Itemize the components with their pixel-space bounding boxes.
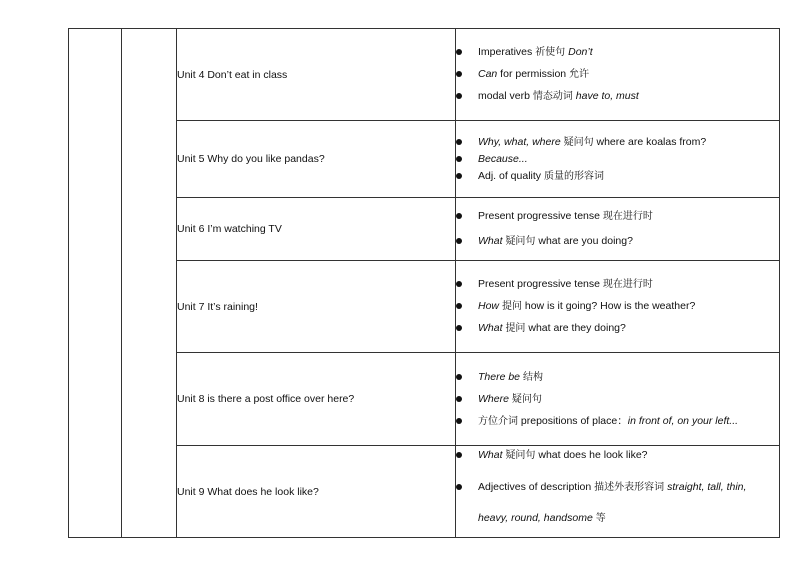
point-text: 疑问句 [563, 136, 594, 148]
point-text: what are they doing? [525, 322, 626, 334]
point-text: 提问 [505, 323, 526, 334]
grammar-point [456, 90, 779, 103]
bullet-icon [456, 325, 462, 331]
point-text: Adjectives of description [478, 481, 595, 493]
point-text: What [478, 449, 503, 461]
bullet-icon [456, 303, 462, 309]
point-text: Imperatives [478, 46, 536, 58]
point-text: Why, what, where [478, 135, 561, 148]
grammar-point [456, 371, 779, 384]
point-text: 情态动词 [532, 91, 573, 102]
grammar-points-cell [456, 198, 780, 261]
unit-title: Unit 8 is there a post office over here? [177, 353, 456, 446]
bullet-icon [456, 238, 462, 244]
grammar-point [456, 393, 779, 406]
grammar-point [456, 68, 779, 81]
bullet-icon [456, 281, 462, 287]
point-text: have to, must [572, 90, 639, 102]
bullet-icon [456, 452, 462, 458]
point-text: Adj. of quality [478, 169, 544, 182]
unit-title: Unit 4 Don’t eat in class [177, 29, 456, 121]
point-text: what are you doing? [535, 235, 633, 247]
grammar-point [456, 153, 779, 166]
point-text: 疑问句 [505, 236, 536, 247]
grammar-point [456, 449, 779, 462]
table-row [69, 29, 780, 121]
grammar-point [456, 170, 779, 183]
blank-column-1 [69, 29, 122, 538]
bullet-icon [456, 156, 462, 162]
point-text: 现在进行时 [602, 211, 653, 222]
point-text: Where [478, 392, 509, 405]
grammar-points-cell [456, 353, 780, 446]
point-text: what does he look like? [535, 449, 648, 461]
grammar-points-cell [456, 261, 780, 353]
point-text: 疑问句 [505, 450, 536, 461]
point-text: What [478, 322, 503, 334]
grammar-points-cell [456, 121, 780, 198]
bullet-icon [456, 173, 462, 179]
point-text: There be [478, 370, 521, 383]
grammar-points-cell [456, 446, 780, 538]
point-text: 质量的形容词 [543, 170, 604, 182]
point-text: Because... [478, 152, 528, 165]
grammar-point [456, 322, 779, 335]
bullet-icon [456, 213, 462, 219]
grammar-point [456, 46, 779, 59]
point-text: 祈使句 [535, 47, 566, 58]
point-text: for permission [497, 68, 570, 80]
grammar-point [456, 415, 779, 428]
grammar-point [456, 278, 779, 291]
point-text: straight, tall, thin, heavy, round, handsome [478, 481, 747, 524]
syllabus-table [68, 28, 780, 538]
point-text: 方位介词 [478, 415, 518, 427]
point-text: how is it going? How is the weather? [521, 300, 696, 312]
grammar-point [456, 136, 779, 149]
point-text: in front of, on your left... [627, 414, 739, 427]
point-text: 描述外表形容词 [594, 482, 665, 493]
point-text: Present progressive tense [478, 278, 603, 290]
blank-column-2 [122, 29, 177, 538]
point-text: where are koalas from? [593, 135, 707, 148]
point-text: 等 [595, 513, 606, 524]
bullet-icon [456, 139, 462, 145]
bullet-icon [456, 374, 462, 380]
point-text: 结构 [522, 371, 543, 383]
grammar-points-cell [456, 29, 780, 121]
point-text: 提问 [501, 301, 522, 312]
point-text: Present progressive tense [478, 210, 603, 222]
unit-title: Unit 7 It’s raining! [177, 261, 456, 353]
point-text: How [478, 300, 500, 312]
unit-title: Unit 5 Why do you like pandas? [177, 121, 456, 198]
point-text: 现在进行时 [602, 279, 653, 290]
point-text: Can [478, 68, 498, 80]
point-text: Don’t [565, 46, 593, 58]
bullet-icon [456, 49, 462, 55]
bullet-icon [456, 71, 462, 77]
bullet-icon [456, 396, 462, 402]
grammar-point [456, 472, 779, 534]
point-text: 疑问句 [511, 393, 542, 405]
point-text: What [478, 235, 503, 247]
grammar-point [456, 210, 779, 223]
grammar-point [456, 235, 779, 248]
bullet-icon [456, 93, 462, 99]
bullet-icon [456, 418, 462, 424]
unit-title: Unit 6 I’m watching TV [177, 198, 456, 261]
unit-title: Unit 9 What does he look like? [177, 446, 456, 538]
point-text: 允许 [569, 69, 590, 80]
point-text: modal verb [478, 90, 533, 102]
grammar-point [456, 300, 779, 313]
bullet-icon [456, 484, 462, 490]
point-text: prepositions of place： [518, 414, 628, 427]
